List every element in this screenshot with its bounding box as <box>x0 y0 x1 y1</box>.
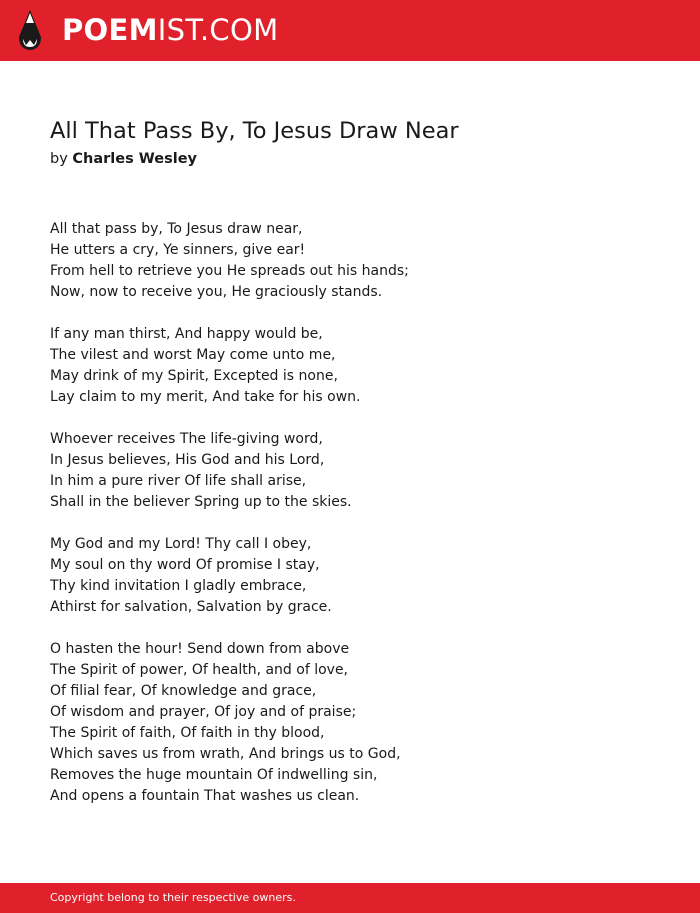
poem-line: O hasten the hour! Send down from above <box>50 641 350 657</box>
poem-stanza <box>50 429 670 513</box>
logo-text-light: IST.COM <box>157 13 279 47</box>
poem-body <box>50 219 670 828</box>
poem-line: Thy kind invitation I gladly embrace, <box>50 578 307 594</box>
byline-prefix: by <box>50 151 68 167</box>
poem-line: The Spirit of faith, Of faith in thy blood, <box>50 725 325 741</box>
poem-title: All That Pass By, To Jesus Draw Near <box>50 118 459 144</box>
poem-stanza <box>50 324 670 408</box>
poem-line: Shall in the believer Spring up to the skies. <box>50 494 352 510</box>
site-logo[interactable] <box>62 12 278 48</box>
poem-line: From hell to retrieve you He spreads out his hands; <box>50 263 409 279</box>
poem-line: My God and my Lord! Thy call I obey, <box>50 536 312 552</box>
poem-line: In him a pure river Of life shall arise, <box>50 473 307 489</box>
poem-line: My soul on thy word Of promise I stay, <box>50 557 320 573</box>
logo-text-bold: POEM <box>62 13 158 47</box>
poem-line: In Jesus believes, His God and his Lord, <box>50 452 325 468</box>
poem-line: Of filial fear, Of knowledge and grace, <box>50 683 317 699</box>
poem-line: Whoever receives The life-giving word, <box>50 431 323 447</box>
poem-line: May drink of my Spirit, Excepted is none, <box>50 368 338 384</box>
poem-line: Now, now to receive you, He graciously stands. <box>50 284 383 300</box>
poem-line: Which saves us from wrath, And brings us to God, <box>50 746 401 762</box>
poem-line: The vilest and worst May come unto me, <box>50 347 336 363</box>
poem-line: Removes the huge mountain Of indwelling sin, <box>50 767 378 783</box>
byline <box>50 149 197 169</box>
author-name: Charles Wesley <box>72 151 197 167</box>
poem-stanza <box>50 639 670 807</box>
poem-line: Athirst for salvation, Salvation by grace. <box>50 599 332 615</box>
poem-line: Of wisdom and prayer, Of joy and of praise; <box>50 704 357 720</box>
copyright-notice: Copyright belong to their respective owners. <box>50 891 296 904</box>
poem-stanza <box>50 219 670 303</box>
poem-line: If any man thirst, And happy would be, <box>50 326 323 342</box>
site-footer <box>0 883 700 913</box>
poem-stanza <box>50 534 670 618</box>
poem-line: He utters a cry, Ye sinners, give ear! <box>50 242 306 258</box>
poem-line: Lay claim to my merit, And take for his own. <box>50 389 361 405</box>
site-header <box>0 0 700 61</box>
poem-line: The Spirit of power, Of health, and of love, <box>50 662 349 678</box>
poem-line: All that pass by, To Jesus draw near, <box>50 221 303 237</box>
poem-line: And opens a fountain That washes us clean. <box>50 788 360 804</box>
pencil-tip-icon[interactable] <box>17 9 43 51</box>
